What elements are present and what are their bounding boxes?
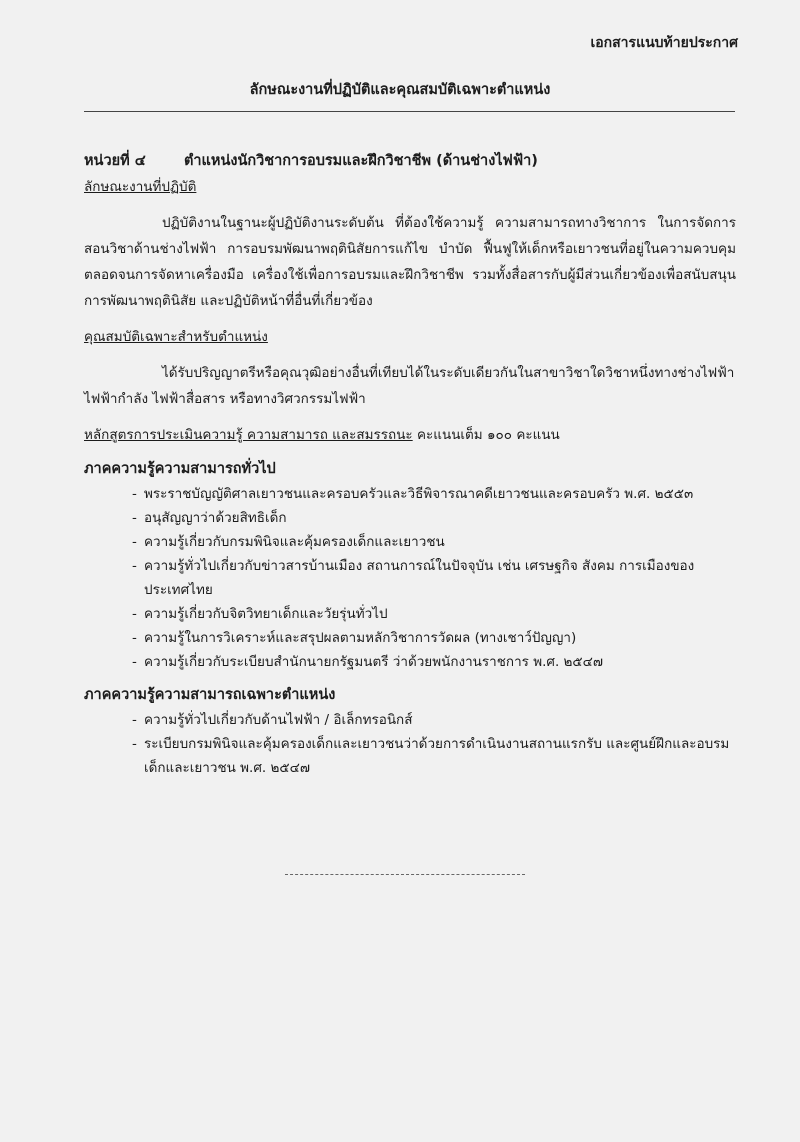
list-item: - พระราชบัญญัติศาลเยาวชนและครอบครัวและวิธีพิจารณาคดีเยาวชนและครอบครัว พ.ศ. ๒๕๕๓: [132, 486, 694, 502]
specific-section-list: [84, 708, 736, 780]
list-item: - ความรู้เกี่ยวกับระเบียบสำนักนายกรัฐมนตรี ว่าด้วยพนักงานราชการ พ.ศ. ๒๕๔๗: [132, 654, 604, 670]
qualifications-heading: คุณสมบัติเฉพาะสำหรับตำแหน่ง: [84, 329, 268, 345]
assessment-criteria: [84, 422, 736, 448]
end-divider: [285, 874, 525, 875]
document-body: [84, 148, 736, 780]
qualifications-text: ได้รับปริญญาตรีหรือคุณวุฒิอย่างอื่นที่เทียบได้ในระดับเดียวกันในสาขาวิชาใดวิชาหนึ่งทางช่างไฟฟ้า ไฟฟ้ากำลัง ไฟฟ้าสื่อสาร หรือทางวิศวกรรมไฟฟ้า: [84, 365, 735, 407]
list-item: - ความรู้เกี่ยวกับกรมพินิจและคุ้มครองเด็กและเยาวชน: [132, 534, 445, 550]
criteria-score: คะแนนเต็ม ๑๐๐ คะแนน: [412, 427, 560, 443]
general-section-heading: ภาคความรู้ความสามารถทั่วไป: [84, 461, 276, 477]
list-item: - ความรู้เกี่ยวกับจิตวิทยาเด็กและวัยรุ่นทั่วไป: [132, 606, 388, 622]
list-item: - ความรู้ในการวิเคราะห์และสรุปผลตามหลักวิชาการวัดผล (ทางเชาว์ปัญญา): [132, 630, 577, 646]
title-divider: [84, 111, 735, 112]
list-item: - ระเบียบกรมพินิจและคุ้มครองเด็กและเยาวชนว่าด้วยการดำเนินงานสถานแรกรับ และศูนย์ฝึกและอบรมเด็กและเยาวชน พ.ศ. ๒๕๔๗: [132, 736, 730, 776]
duties-text: ปฏิบัติงานในฐานะผู้ปฏิบัติงานระดับต้น ที่ต้องใช้ความรู้ ความสามารถทางวิชาการ ในการจัดการสอนวิชาด้านช่างไฟฟ้า การอบรมพัฒนาพฤตินิสัยการแก้ไข บำบัด ฟื้นฟูให้เด็กหรือเยาวชนที่อยู่ในความควบคุม ตลอดจนการจัดหาเครื่องมือ เครื่องใช้เพื่อการอบรมและฝึกวิชาชีพ รวมทั้งสื่อสารกับผู้มีส่วนเกี่ยวข้องเพื่อสนับสนุนการพัฒนาพฤตินิสัย และปฏิบัติหน้าที่อื่นที่เกี่ยวข้อง: [84, 215, 736, 309]
list-item: - อนุสัญญาว่าด้วยสิทธิเด็ก: [132, 510, 287, 526]
attachment-note: เอกสารแนบท้ายประกาศ: [590, 35, 738, 51]
list-item: - ความรู้ทั่วไปเกี่ยวกับด้านไฟฟ้า / อิเล็กทรอนิกส์: [132, 712, 413, 728]
duties-heading: ลักษณะงานที่ปฏิบัติ: [84, 179, 197, 195]
list-item: - ความรู้ทั่วไปเกี่ยวกับข่าวสารบ้านเมือง สถานการณ์ในปัจจุบัน เช่น เศรษฐกิจ สังคม การเมืองของประเทศไทย: [132, 558, 695, 598]
specific-section-heading: ภาคความรู้ความสามารถเฉพาะตำแหน่ง: [84, 687, 336, 703]
general-section-list: [84, 482, 736, 674]
duties-paragraph: [84, 210, 736, 314]
document-title: ลักษณะงานที่ปฏิบัติและคุณสมบัติเฉพาะตำแหน่ง: [249, 82, 551, 98]
unit-heading: [84, 148, 736, 174]
unit-number: หน่วยที่ ๔: [84, 153, 146, 169]
qualifications-paragraph: [84, 360, 736, 412]
position-title: ตำแหน่งนักวิชาการอบรมและฝึกวิชาชีพ (ด้านช่างไฟฟ้า): [184, 153, 538, 169]
criteria-title: หลักสูตรการประเมินความรู้ ความสามารถ และสมรรถนะ: [84, 427, 413, 443]
